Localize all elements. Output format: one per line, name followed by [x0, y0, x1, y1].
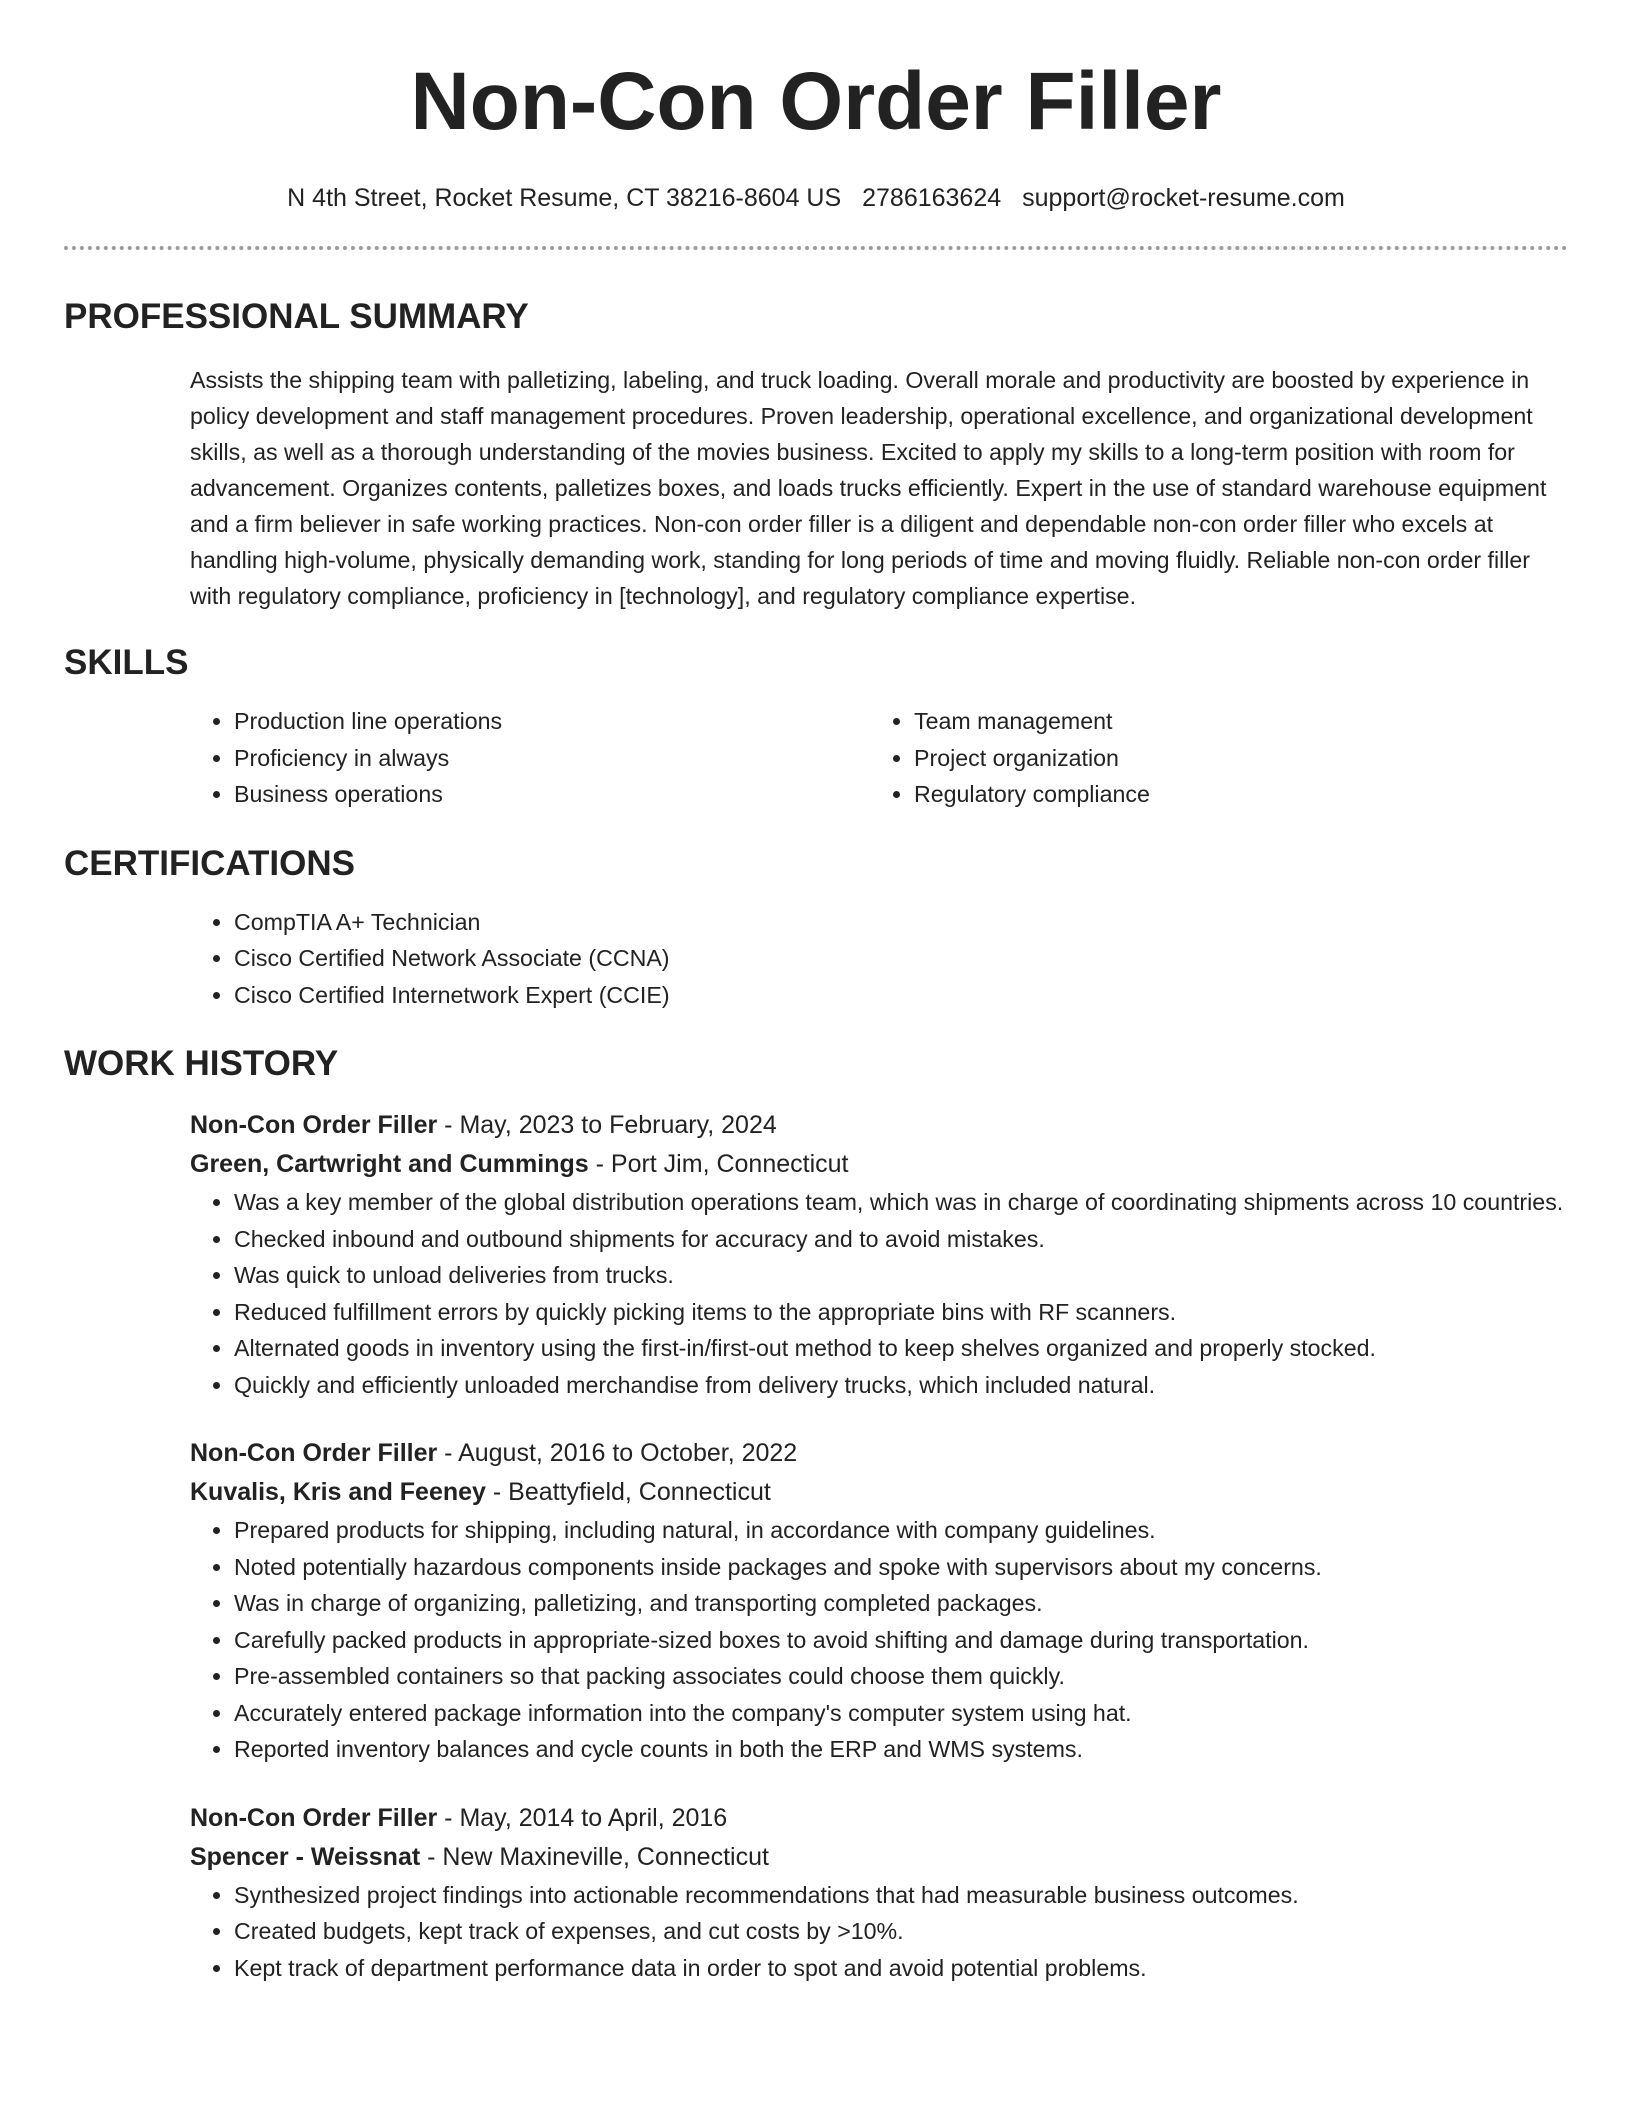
header-divider	[64, 246, 1568, 250]
job-dates: - May, 2023 to February, 2024	[437, 1111, 777, 1139]
job-company-line	[190, 1473, 1568, 1512]
skills-section	[64, 641, 1568, 813]
candidate-name: Non-Con Order Filler	[410, 56, 1222, 147]
job-bullet: • Accurately entered package information into the company's computer system using hat.	[234, 1695, 1568, 1732]
skills-column-right	[870, 703, 1550, 813]
job-title-line	[190, 1434, 1568, 1473]
certifications-section	[64, 842, 1568, 1014]
skill-item: • Production line operations	[234, 703, 870, 740]
skills-grid	[190, 703, 1568, 813]
phone-text: 2786163624	[862, 184, 1002, 212]
job-bullet: • Pre-assembled containers so that packing associates could choose them quickly.	[234, 1658, 1568, 1695]
job-bullets	[190, 1184, 1568, 1403]
job-role: Non-Con Order Filler	[190, 1111, 438, 1139]
job-company-line	[190, 1838, 1568, 1877]
work-history-title: WORK HISTORY	[64, 1044, 339, 1083]
address-text: N 4th Street, Rocket Resume, CT 38216-8604 US	[287, 184, 842, 212]
skills-column-left	[190, 703, 870, 813]
summary-text: Assists the shipping team with palletizing, labeling, and truck loading. Overall morale and productivity are boosted by experience in policy development and staff management procedures. Proven leadership, operational excellence, and organizational development skills, as well as a thorough understanding of the movies business. Excited to apply my skills to a long-term position with room for advancement. Organizes contents, palletizes boxes, and loads trucks efficiently. Expert in the use of standard warehouse equipment and a firm believer in safe working practices. Non-con order filler is a diligent and dependable non-con order filler who excels at handling high-volume, physically demanding work, standing for long periods of time and moving fluidly. Reliable non-con order filler with regulatory compliance, proficiency in [technology], and regulatory compliance expertise.	[190, 367, 1547, 609]
skills-title: SKILLS	[64, 643, 189, 682]
job-bullets	[190, 1877, 1568, 1987]
skill-item: • Regulatory compliance	[914, 776, 1550, 813]
skill-item: • Proficiency in always	[234, 740, 870, 777]
job-bullet: • Reported inventory balances and cycle counts in both the ERP and WMS systems.	[234, 1731, 1568, 1768]
job-entry	[190, 1434, 1568, 1768]
job-dates: - May, 2014 to April, 2016	[437, 1803, 728, 1832]
job-entry	[190, 1106, 1568, 1403]
job-bullet: • Kept track of department performance data in order to spot and avoid potential problems.	[234, 1950, 1568, 1987]
job-bullets	[190, 1512, 1568, 1768]
job-role: Non-Con Order Filler	[190, 1439, 438, 1467]
skill-item: • Project organization	[914, 740, 1550, 777]
job-company: Spencer - Weissnat	[190, 1842, 421, 1871]
job-bullet: • Alternated goods in inventory using the first-in/first-out method to keep shelves organized and properly stocked.	[234, 1330, 1568, 1367]
skill-item: • Business operations	[234, 776, 870, 813]
job-bullet: • Checked inbound and outbound shipments for accuracy and to avoid mistakes.	[234, 1221, 1568, 1258]
job-bullet: • Reduced fulfillment errors by quickly picking items to the appropriate bins with RF scanners.	[234, 1294, 1568, 1331]
job-bullet: • Prepared products for shipping, including natural, in accordance with company guidelines.	[234, 1512, 1568, 1549]
job-bullet: • Created budgets, kept track of expenses, and cut costs by >10%.	[234, 1913, 1568, 1950]
work-history-section	[64, 1042, 1568, 1986]
certifications-list-wrap	[190, 904, 1568, 1014]
certification-item: • Cisco Certified Internetwork Expert (CCIE)	[234, 977, 1568, 1014]
job-location: - Beattyfield, Connecticut	[485, 1478, 771, 1506]
job-company: Kuvalis, Kris and Feeney	[190, 1478, 486, 1506]
job-role: Non-Con Order Filler	[190, 1803, 438, 1832]
job-dates: - August, 2016 to October, 2022	[437, 1439, 798, 1467]
skill-item: • Team management	[914, 703, 1550, 740]
job-location: - New Maxineville, Connecticut	[420, 1842, 769, 1871]
job-entry	[190, 1799, 1568, 1987]
job-title-line	[190, 1799, 1568, 1838]
job-title-line	[190, 1106, 1568, 1145]
skills-list-right	[870, 703, 1550, 813]
summary-title: PROFESSIONAL SUMMARY	[64, 297, 529, 336]
job-bullet: • Was a key member of the global distribution operations team, which was in charge of coordinating shipments across 10 countries.	[234, 1184, 1568, 1221]
job-bullet: • Quickly and efficiently unloaded merchandise from delivery trucks, which included natural.	[234, 1367, 1568, 1404]
job-bullet: • Synthesized project findings into actionable recommendations that had measurable business outcomes.	[234, 1877, 1568, 1914]
certification-item: • Cisco Certified Network Associate (CCNA)	[234, 940, 1568, 977]
summary-section	[64, 295, 1568, 614]
certification-item: • CompTIA A+ Technician	[234, 904, 1568, 941]
job-company: Green, Cartwright and Cummings	[190, 1150, 589, 1178]
job-location: - Port Jim, Connecticut	[588, 1150, 849, 1178]
contact-line	[64, 181, 1568, 215]
certifications-title: CERTIFICATIONS	[64, 843, 356, 883]
skills-list-left	[190, 703, 870, 813]
certifications-list	[190, 904, 1568, 1014]
job-company-line	[190, 1145, 1568, 1184]
job-bullet: • Carefully packed products in appropriate-sized boxes to avoid shifting and damage during transportation.	[234, 1622, 1568, 1659]
email-text: support@rocket-resume.com	[1022, 184, 1345, 212]
job-bullet: • Was quick to unload deliveries from trucks.	[234, 1257, 1568, 1294]
job-bullet: • Noted potentially hazardous components inside packages and spoke with supervisors about my concerns.	[234, 1549, 1568, 1586]
job-bullet: • Was in charge of organizing, palletizing, and transporting completed packages.	[234, 1585, 1568, 1622]
